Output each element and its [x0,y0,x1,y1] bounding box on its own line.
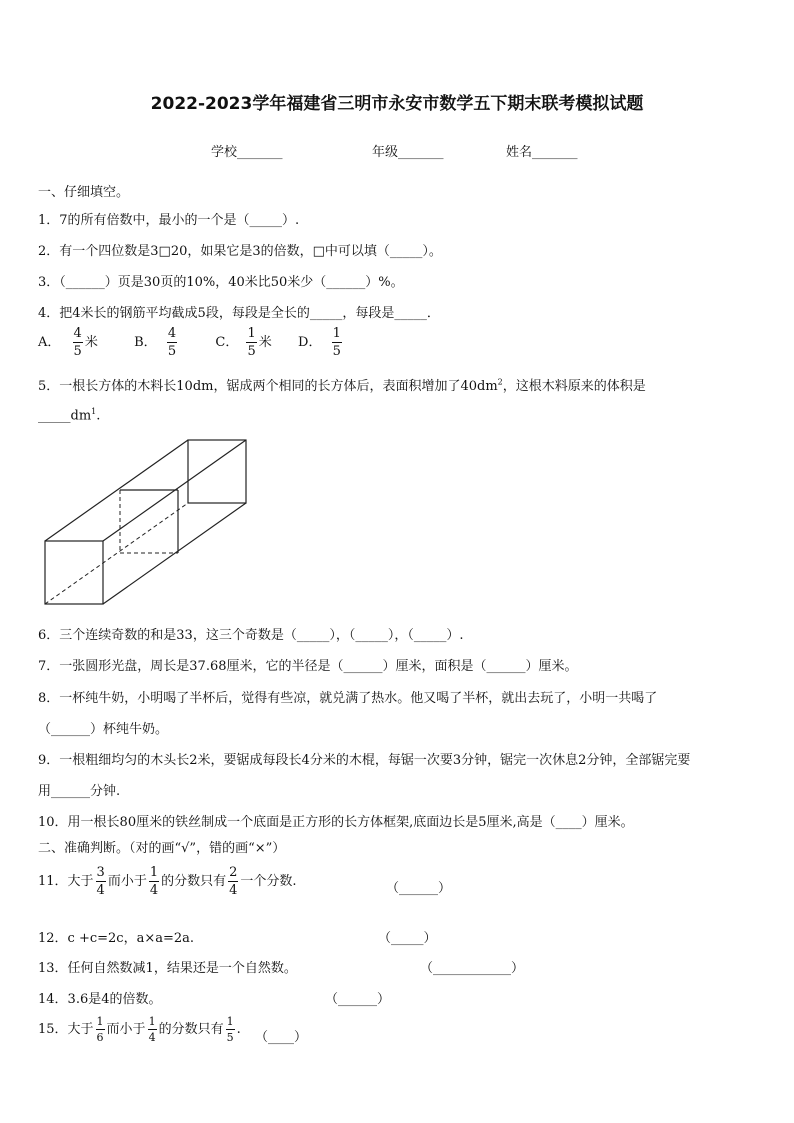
question-12-answer-blank[interactable]: （_____） [378,931,437,946]
school-field: 学校_______ [211,145,283,160]
question-15-answer-blank[interactable]: （____） [255,1030,308,1045]
section-heading-fill-in: 一、仔细填空。 [38,185,130,200]
grade-field: 年级_______ [372,145,444,160]
question-14-answer-blank[interactable]: （______） [325,992,391,1007]
fraction-one-fifth: $\frac{1}{5}$ [226,1015,234,1044]
option-d-fraction: $\frac{1}{5}$ [332,326,341,359]
question-9-line-2: 用______分钟. [38,784,121,799]
section-heading-judge: 二、准确判断。（对的画“√”，错的画“×”） [38,841,286,856]
question-13-answer-blank[interactable]: （____________） [420,961,525,976]
fraction-three-quarters: $\frac{3}{4}$ [96,865,105,898]
question-2: 2．有一个四位数是3□20，如果它是3的倍数，□中可以填（_____）。 [38,244,442,259]
option-c-unit: 米 [258,335,272,350]
question-13: 13．任何自然数减1，结果还是一个自然数。 [38,961,297,976]
option-a-unit: 米 [84,335,98,350]
option-d-label: D． [298,335,322,350]
option-c-fraction: $\frac{1}{5}$ [247,326,256,359]
question-4-options [38,327,344,358]
question-7: 7．一张圆形光盘，周长是37.68厘米，它的半径是（______）厘米，面积是（______）厘米。 [38,659,578,674]
question-3: 3．（______）页是30页的10%，40米比50米少（______）%。 [38,275,404,290]
question-12: 12．c +c=2c，a×a=2a. [38,931,195,946]
option-a-label: A． [38,335,61,350]
question-8-line-2: （______）杯纯牛奶。 [38,722,169,737]
question-9-line-1: 9．一根粗细均匀的木头长2米，要锯成每段长4分米的木棍，每锯一次要3分钟，锯完一次休息2分钟，全部锯完要 [38,753,691,768]
page-title: 2022-2023学年福建省三明市永安市数学五下期末联考模拟试题 [150,94,644,114]
question-4: 4．把4米长的钢筋平均截成5段，每段是全长的_____，每段是_____． [38,306,440,321]
name-field: 姓名_______ [506,145,578,160]
cuboid-front-face [45,541,103,604]
question-15: 15．大于 $\frac{1}{6}$ 而小于 $\frac{1}{4}$ 的分数只有 $\frac{1}{5}$ . [38,1015,241,1044]
fraction-one-quarter: $\frac{1}{4}$ [148,1015,156,1044]
question-11: 11．大于 $\frac{3}{4}$ 而小于 $\frac{1}{4}$ 的分数只有 $\frac{2}{4}$ 一个分数. [38,865,297,898]
question-1: 1．7的所有倍数中，最小的一个是（_____）. [38,213,300,228]
fraction-two-quarters: $\frac{2}{4}$ [229,865,238,898]
fraction-one-sixth: $\frac{1}{6}$ [96,1015,104,1044]
option-a-fraction: $\frac{4}{5}$ [73,326,82,359]
fraction-one-quarter: $\frac{1}{4}$ [149,865,159,898]
cuboid-back-face [188,440,246,503]
option-c-label: C． [215,335,239,350]
cuboid-figure [38,432,258,612]
question-5-line-1: 5．一根长方体的木料长10dm，锯成两个相同的长方体后，表面积增加了$40dm^2$，这根木料原来的体积是 [38,377,646,394]
question-10: 10．用一根长80厘米的铁丝制成一个底面是正方形的长方体框架,底面边长是5厘米,高是（____）厘米。 [38,815,634,830]
option-b-fraction: $\frac{4}{5}$ [167,326,177,359]
question-8-line-1: 8．一杯纯牛奶，小明喝了半杯后，觉得有些凉，就兑满了热水。他又喝了半杯，就出去玩了，小明一共喝了 [38,691,658,706]
question-6: 6．三个连续奇数的和是33，这三个奇数是（_____），（_____），（_____）. [38,628,464,643]
question-11-answer-blank[interactable]: （______） [386,881,452,896]
question-5-line-2: $\_\_\_\_\_dm^1$. [38,407,101,424]
option-b-label: B． [134,335,157,350]
question-14: 14．3.6是4的倍数。 [38,992,162,1007]
